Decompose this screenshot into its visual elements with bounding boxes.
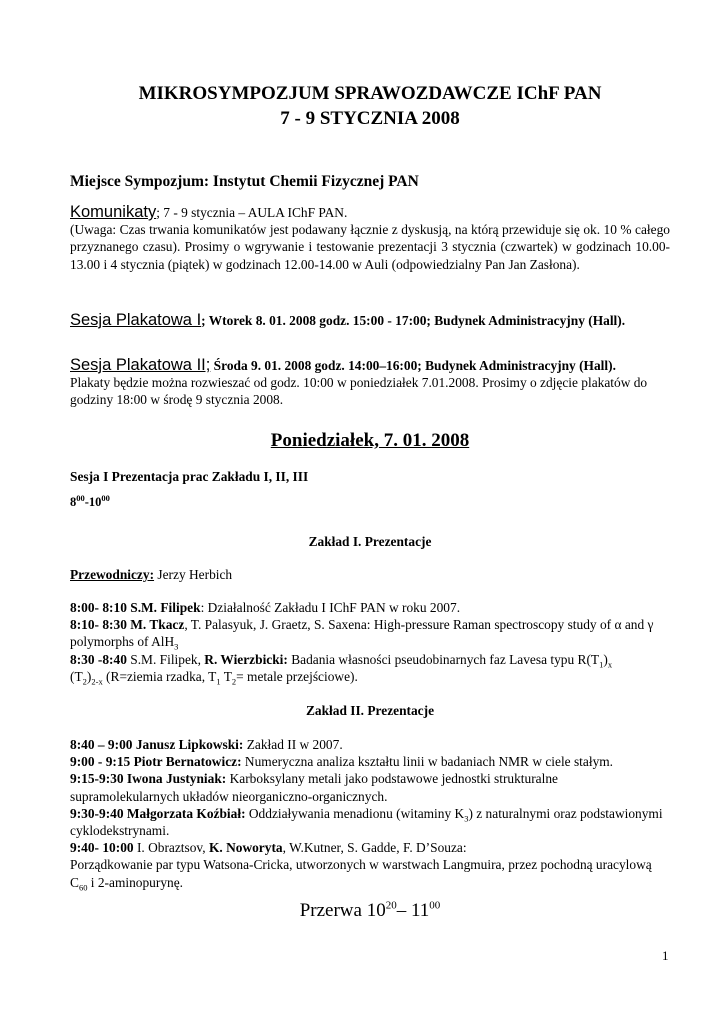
- document-dates: 7 - 9 STYCZNIA 2008: [280, 108, 460, 129]
- talk-item: 9:30-9:40 Małgorzata Koźbiał: Oddziaływania menadionu (witaminy $K_3$) z naturalnymi oraz podstawionymi cyklodekstrynami.: [70, 805, 663, 839]
- venue-line: Miejsce Sympozjum: Instytut Chemii Fizycznej PAN: [70, 173, 419, 190]
- komunikaty-when: ; 7 - 9 stycznia – AULA IChF PAN.: [156, 205, 348, 220]
- zaklad2-talks: [70, 736, 670, 891]
- talk-item: 9:00 - 9:15 Piotr Bernatowicz: Numeryczna analiza kształtu linii w badaniach NMR w ciele stałym.: [70, 754, 614, 770]
- page-number: 1: [662, 948, 669, 963]
- chair-label: Przewodniczy:: [70, 567, 155, 582]
- sesja2-heading: Sesja Plakatowa II;: [70, 356, 211, 374]
- talk-item: 8:40 – 9:00 Janusz Lipkowski: Zakład II w 2007.: [70, 737, 343, 752]
- komunikaty-note: (Uwaga: Czas trwania komunikatów jest podawany łącznie z dyskusją, na którą przewiduje się ok. 10 % całego przyznanego czasu). Prosimy o wgrywanie i testowanie prezentacji 3 stycznia (czwartek) w godzinach 10.00-13.00 i 4 stycznia (piątek) w godzinach 12.00-14.00 w Auli (odpowiedzialny Pan Jan Zasłona).: [70, 222, 670, 272]
- zaklad1-heading: Zakład I. Prezentacje: [308, 534, 432, 549]
- talk-item: 8:00- 8:10 S.M. Filipek: Działalność Zakładu I IChF PAN w roku 2007.: [70, 600, 461, 615]
- komunikaty-section: [70, 204, 670, 273]
- sesja1-heading: Sesja Plakatowa I: [70, 311, 202, 329]
- chair-name: Jerzy Herbich: [154, 567, 233, 582]
- talk-item: 8:10- 8:30 M. Tkacz, T. Palasyuk, J. Graetz, S. Saxena: High-pressure Raman spectroscopy study of α and γ polymorphs of AlH$_3$: [70, 617, 654, 653]
- talk-item: 8:30 -8:40 S.M. Filipek, R. Wierzbicki: Badania własności pseudobinarnych faz Lavesa typu $R(T_1)_x$ $(T_2)_{2-x}$ (R=ziemia rzadka, $T_1$ $T_2=$ metale przejściowe).: [70, 651, 613, 687]
- break-line: Przerwa $10^{20}-$ $11^{00}$: [299, 899, 441, 921]
- day-heading: Poniedziałek, 7. 01. 2008: [270, 430, 470, 451]
- komunikaty-heading: Komunikaty: [70, 203, 157, 221]
- zaklad2-heading: Zakład II. Prezentacje: [305, 703, 435, 718]
- sesja2-note: Plakaty będzie można rozwieszać od godz. 10:00 w poniedziałek 7.01.2008. Prosimy o zdjęcie plakatów do godziny 18:00 w środę 9 stycznia 2008.: [70, 375, 648, 408]
- session-time: $8^{00}-10^{00}$: [70, 492, 110, 509]
- zaklad1-chair: [70, 566, 670, 583]
- session-title: Sesja I Prezentacja prac Zakładu I, II, III: [70, 469, 309, 484]
- talk-item: 9:15-9:30 Iwona Justyniak: Karboksylany metali jako podstawowe jednostki strukturalne supramolekularnych układów nieorganiczno-organicznych.: [70, 771, 558, 804]
- document-title: MIKROSYMPOZJUM SPRAWOZDAWCZE IChF PAN: [138, 83, 602, 104]
- talk-item: 9:40- 10:00 I. Obraztsov, K. Noworyta, W.Kutner, S. Gadde, F. D’Souza: Porządkowanie par typu Watsona-Cricka, utworzonych w warstwach Langmuira, przez pochodną uracylową $C_{60}$ i 2-aminopurynę.: [70, 840, 652, 893]
- sesja1-section: [70, 312, 670, 329]
- zaklad1-talks: [70, 599, 670, 685]
- sesja1-details: ; Wtorek 8. 01. 2008 godz. 15:00 - 17:00; Budynek Administracyjny (Hall).: [201, 313, 626, 328]
- sesja2-section: [70, 357, 670, 409]
- sesja2-details: Środa 9. 01. 2008 godz. 14:00–16:00; Budynek Administracyjny (Hall).: [210, 358, 616, 373]
